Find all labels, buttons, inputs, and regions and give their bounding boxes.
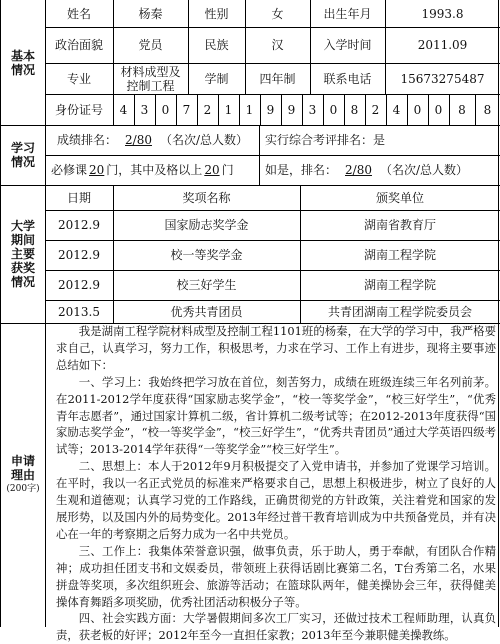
grid-line <box>260 94 261 125</box>
id-digit: 1 <box>224 102 233 117</box>
id-label: 身份证号 <box>54 102 103 117</box>
id-digit: 0 <box>434 102 443 117</box>
schooling-label: 学制 <box>204 71 229 86</box>
id-digit: 9 <box>287 102 296 117</box>
grid-line <box>428 94 429 125</box>
id-digit: 1 <box>245 102 254 117</box>
award-date: 2012.9 <box>58 248 100 262</box>
section-label-awards: 大学期间主要获奖情况 <box>10 219 35 289</box>
birth-value: 1993.8 <box>421 6 464 21</box>
grid-line <box>344 94 345 125</box>
courses-passed: 20 <box>204 163 220 177</box>
grid-line <box>310 0 311 94</box>
award-name: 校一等奖学金 <box>170 248 243 262</box>
grid-line <box>323 94 324 125</box>
award-date: 2012.9 <box>58 278 100 292</box>
reason-paragraph: 我是湖南工程学院材料成型及控制工程1101班的杨秦，在大学的学习中，我严格要求自己，认真学习，努力工作，积极思考，力求在学习、工作上有进步，现将主要事迹总结如下： <box>56 324 496 372</box>
grid-line <box>302 94 303 125</box>
grid-line <box>155 94 156 125</box>
birth-label: 出生年月 <box>323 6 372 21</box>
gender-label: 性别 <box>204 6 229 21</box>
grid-line <box>188 0 189 94</box>
awards-header-date: 日期 <box>66 190 91 205</box>
grid-line <box>300 185 301 323</box>
ifyes-prefix: 如是，排名： <box>265 163 338 177</box>
ethnicity-label: 民族 <box>204 38 229 52</box>
grid-line <box>1 125 500 126</box>
grid-line <box>176 94 177 125</box>
courses-mid: 门，其中及格以上 <box>106 163 203 177</box>
id-digit: 2 <box>203 102 212 117</box>
id-digit: 4 <box>392 102 401 117</box>
name-label: 姓名 <box>66 6 91 21</box>
ifyes-line <box>259 155 500 185</box>
reason-paragraph: 三、工作上：我集体荣誉意识强，做事负责，乐于助人，勇于奉献，有团队合作精神；成功担任团支书和文娱委员，带领班上获得话剧比赛第二名，T台秀第二名，水果拼盘等奖项，多次组织班会、旅游等活动；在篮球队两年，健美操协会三年，获得健美操体育舞蹈多项奖励，优秀社团活动积极分子等。 <box>56 543 496 609</box>
courses-total: 20 <box>89 163 105 177</box>
political-value: 党员 <box>138 38 163 52</box>
reason-paragraph: 一、学习上：我始终把学习放在首位，刻苦努力，成绩在班级连续三年名列前茅。在2011-2012学年度获得“国家励志奖学金”，“校一等奖学金”，“校三好学生”，“优秀青年志愿者”，通过国家计算机二级，省计算机二级考试等；在2012-2013年度获得“国家励志奖学金”，“校一等奖学金”，“校三好学生”，“优秀共青团员”通过大学英语四级考试等；2013-2014学年获得“一等奖学金”“校三好学生”。 <box>56 374 496 457</box>
award-name: 国家励志奖学金 <box>164 218 249 232</box>
phone-label: 联系电话 <box>323 71 372 86</box>
section-label-study: 学习情况 <box>10 141 35 169</box>
political-label: 政治面貌 <box>54 38 103 52</box>
id-digit: 3 <box>140 102 149 117</box>
award-name: 优秀共青团员 <box>170 304 243 319</box>
major-label: 专业 <box>66 71 91 86</box>
ifyes-value: 2/80 <box>345 163 372 177</box>
grid-line <box>386 94 387 125</box>
courses-prefix: 必修课 <box>51 163 88 177</box>
grid-line <box>449 94 450 125</box>
award-date: 2013.5 <box>58 304 100 319</box>
id-digit: 0 <box>161 102 170 117</box>
grid-line <box>134 94 135 125</box>
courses-suffix: 门 <box>221 163 234 177</box>
grid-line <box>45 0 46 627</box>
section-label-basic: 基本情况 <box>10 48 35 77</box>
id-digit: 0 <box>329 102 338 117</box>
grid-line <box>1 185 500 186</box>
grid-line <box>475 94 476 125</box>
award-unit: 湖南省教育厅 <box>363 218 436 232</box>
enroll-label: 入学时间 <box>323 38 372 52</box>
reason-label: 申请理由 <box>10 454 35 482</box>
grid-line <box>385 0 386 94</box>
courses-line <box>45 155 259 185</box>
awards-header-unit: 颁奖单位 <box>375 190 424 205</box>
award-name: 校三好学生 <box>176 278 237 292</box>
schooling-value: 四年制 <box>259 71 296 86</box>
reason-paragraph: 二、思想上：本人于2012年9月积极提交了入党申请书，并参加了党课学习培训。在平时，我以一名正式党员的标准来严格要求自己，思想上积极进步，树立了良好的人生观和道德观；认真学习党的工作路线，正确贯彻党的方针政策，关注着党和国家的发展形势，以及国内外的局势变化。2013年经过普干教育培训成为中共预备党员，并有决心在一年的考察期之后努力成为一名中共党员。 <box>56 459 496 541</box>
ifyes-suffix: （名次/总人数） <box>379 163 469 177</box>
rank-line <box>45 125 259 155</box>
grid-line <box>281 94 282 125</box>
grid-line <box>197 94 198 125</box>
grid-line <box>239 94 240 125</box>
section-label-reason <box>1 323 45 627</box>
rank-prefix: 成绩排名： <box>57 133 118 147</box>
award-unit: 共青团湖南工程学院委员会 <box>327 304 472 319</box>
grid-line <box>1 323 500 324</box>
award-unit: 湖南工程学院 <box>363 278 436 292</box>
id-digit: 4 <box>119 102 128 117</box>
award-date: 2012.9 <box>58 218 100 232</box>
reason-paragraph: 四、社会实践方面：大学暑假期间多次工厂实习，还做过技术工程师助理，认真负责，获老板的好评；2012年至今一直担任家教；2013年至今兼职健美操教练。 <box>56 611 496 643</box>
awards-header-award: 奖项名称 <box>182 190 231 205</box>
id-digit: 7 <box>182 102 191 117</box>
award-unit: 湖南工程学院 <box>363 248 436 262</box>
grid-line <box>113 185 114 323</box>
gender-value: 女 <box>271 6 284 21</box>
reason-text <box>56 323 496 644</box>
name-value: 杨秦 <box>138 6 163 21</box>
rank-value: 2/80 <box>125 133 152 147</box>
overall-ranking-text: 实行综合考评排名：是 <box>265 133 386 147</box>
id-digit: 8 <box>483 102 492 117</box>
grid-line <box>218 94 219 125</box>
grid-line <box>45 155 500 156</box>
id-digit: 0 <box>413 102 422 117</box>
word-limit: (200字) <box>6 484 40 494</box>
grid-line <box>365 94 366 125</box>
grid-line <box>407 94 408 125</box>
id-digit: 8 <box>458 102 466 117</box>
enroll-value: 2011.09 <box>417 38 468 52</box>
id-digit: 9 <box>266 102 275 117</box>
id-digit: 8 <box>350 102 359 117</box>
rank-suffix: （名次/总人数） <box>159 133 249 147</box>
id-digit: 2 <box>371 102 380 117</box>
grid-line <box>259 125 260 185</box>
id-digit: 3 <box>308 102 317 117</box>
grid-line <box>245 0 246 94</box>
ethnicity-value: 汉 <box>271 38 284 52</box>
phone-value: 15673275487 <box>400 71 485 86</box>
major-value: 材料成型及控制工程 <box>120 64 181 93</box>
grid-line <box>113 0 114 125</box>
